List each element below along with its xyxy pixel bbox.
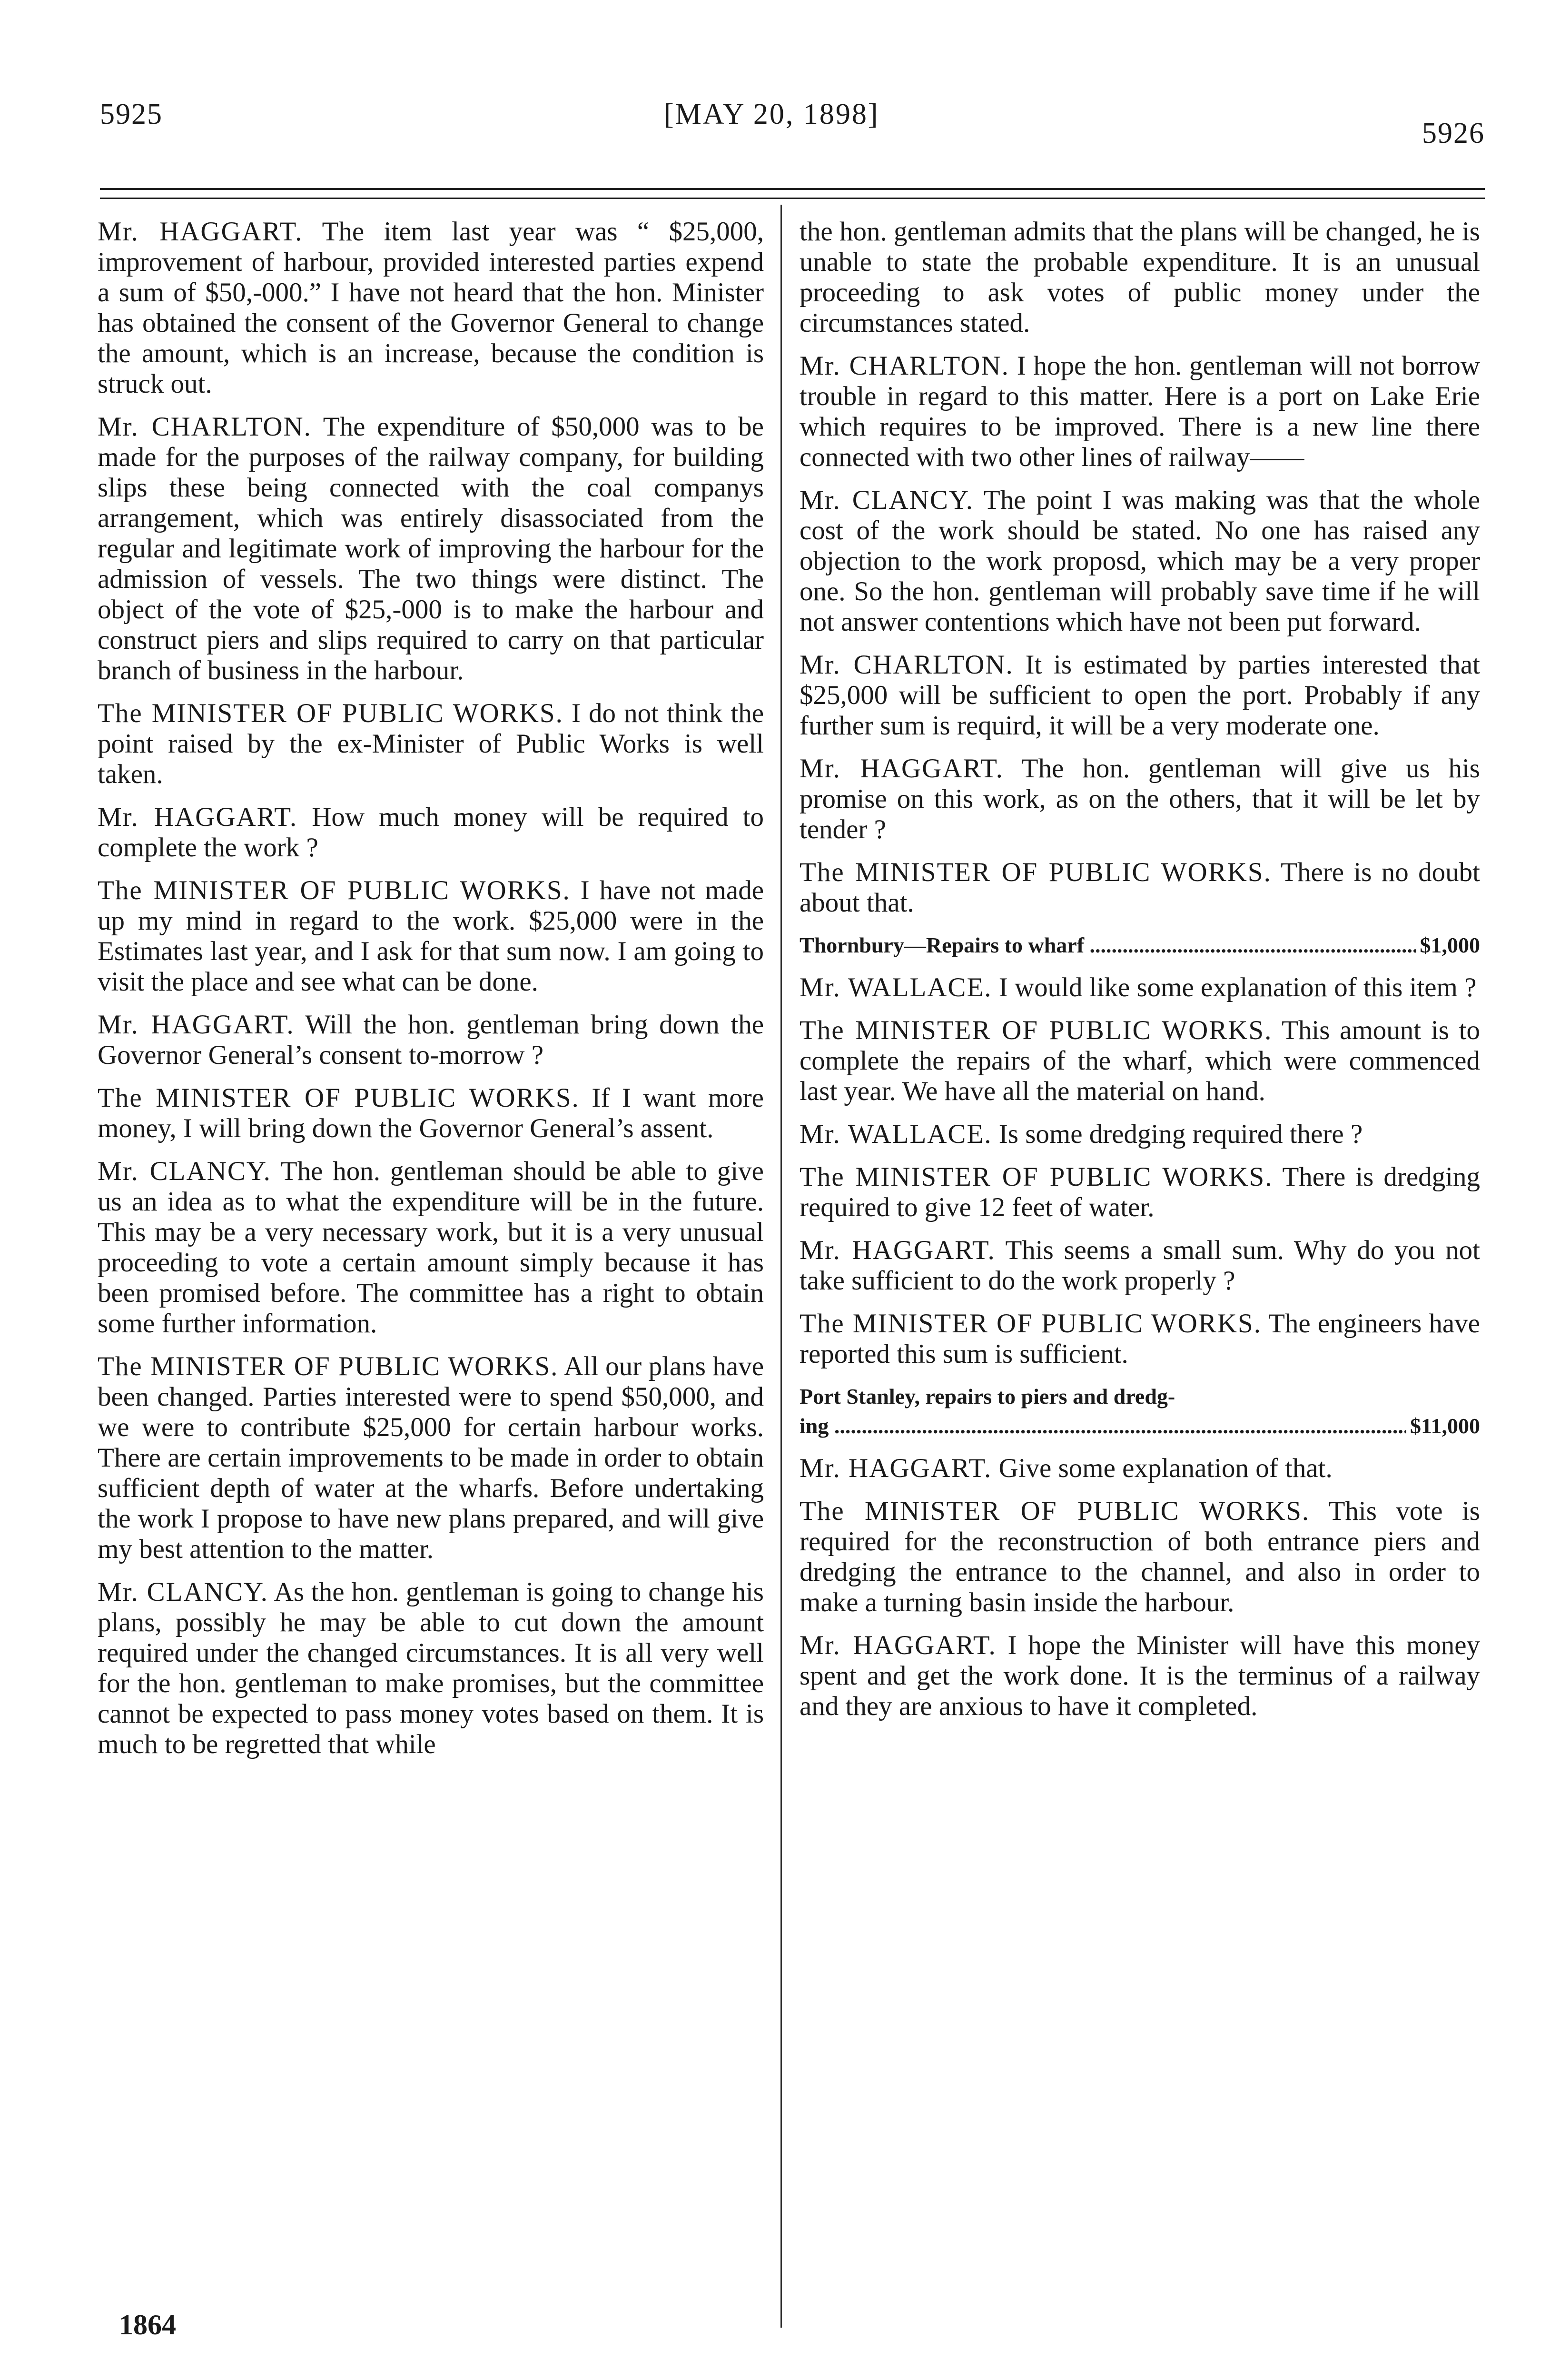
- estimate-item-label-cont: ing .....: [800, 1411, 1406, 1441]
- speech-text: Is some dredging required there ?: [998, 1119, 1363, 1149]
- estimate-item: [800, 931, 1480, 960]
- speaker-name: The MINISTER OF PUBLIC WORKS.: [98, 698, 563, 728]
- speech-text: Will the hon. gentleman bring down the Governor General’s consent to-morrow ?: [98, 1010, 764, 1070]
- header-rule: [100, 188, 1485, 190]
- speaker-name: Mr. HAGGART.: [800, 754, 1004, 783]
- speaker-name: Mr. HAGGART.: [800, 1453, 992, 1483]
- speech-paragraph: [98, 1083, 764, 1144]
- speaker-name: The MINISTER OF PUBLIC WORKS.: [800, 1162, 1273, 1192]
- speech-paragraph: [98, 1010, 764, 1071]
- speaker-name: Mr. CLANCY.: [98, 1577, 268, 1607]
- right-column: [800, 217, 1480, 1734]
- speech-paragraph: [98, 698, 764, 790]
- speech-paragraph: [98, 1577, 764, 1760]
- speech-text: There is dredging required to give 12 feet of water.: [800, 1162, 1480, 1222]
- speech-text: I would like some explanation of this item ?: [998, 972, 1477, 1002]
- column-divider: [780, 205, 782, 2328]
- speech-text: As the hon. gentleman is going to change his plans, possibly he may be able to cut down the amount required under the changed circumstances. It is all very well for the hon. gentleman to make promises, but the committee cannot be expected to pass money votes based on them. It is much to be regretted that while: [98, 1577, 764, 1759]
- speech-text: Give some explanation of that.: [998, 1453, 1333, 1483]
- speech-paragraph: [800, 754, 1480, 845]
- speech-paragraph: [98, 1351, 764, 1565]
- speech-text: The point I was making was that the whole cost of the work should be stated. No one has raised any objection to the work proposd, which may be a very proper one. So the hon. gentleman will probably save time if he will not answer contentions which have not been put forward.: [800, 485, 1480, 637]
- speech-paragraph: [800, 1015, 1480, 1107]
- speaker-name: Mr. HAGGART.: [800, 1235, 996, 1265]
- speech-text: If I want more money, I will bring down the Governor General’s assent.: [98, 1083, 764, 1143]
- speech-text: The hon. gentleman will give us his promise on this work, as on the others, that it will be let by tender ?: [800, 754, 1480, 844]
- speech-paragraph: [98, 875, 764, 997]
- speaker-name: Mr. CLANCY.: [800, 485, 974, 515]
- speech-paragraph: [98, 1156, 764, 1339]
- speech-text: I hope the Minister will have this money spent and get the work done. It is the terminus of a railway and they are anxious to have it completed.: [800, 1630, 1481, 1721]
- speech-text: The engineers have reported this sum is sufficient.: [800, 1309, 1480, 1369]
- speech-text: How much money will be required to complete the work ?: [98, 802, 764, 863]
- speech-paragraph: [800, 1162, 1480, 1223]
- speech-text: There is no doubt about that.: [800, 857, 1480, 918]
- speaker-name: Mr. WALLACE.: [800, 1119, 992, 1149]
- speech-text: This seems a small sum. Why do you not take sufficient to do the work properly ?: [800, 1235, 1480, 1296]
- speaker-name: Mr. CHARLTON.: [98, 412, 312, 442]
- speaker-name: Mr. CHARLTON.: [800, 351, 1009, 381]
- left-column: [98, 217, 764, 1772]
- speech-text: I hope the hon. gentleman will not borrow trouble in regard to this matter. Here is a port on Lake Erie which requires to be improved. There is a new line there connected with two other lines of railway——: [800, 351, 1481, 472]
- signature-mark: 1864: [119, 2309, 176, 2340]
- estimate-item-label: Thornbury—Repairs to wharf .....: [800, 931, 1416, 960]
- speech-paragraph: [98, 802, 764, 863]
- speaker-name: Mr. HAGGART.: [98, 802, 298, 832]
- estimate-item: [800, 1382, 1480, 1441]
- speech-text: I have not made up my mind in regard to the work. $25,000 were in the Estimates last year, and I ask for that sum now. I am going to visit the place and see what can be done.: [98, 875, 764, 997]
- speaker-name: The MINISTER OF PUBLIC WORKS.: [800, 1015, 1273, 1045]
- speaker-name: Mr. CHARLTON.: [800, 650, 1014, 680]
- speech-paragraph: [98, 217, 764, 399]
- speech-text: It is estimated by parties interested that $25,000 will be sufficient to open the port. Probably if any further sum is requird, it will be a very moderate one.: [800, 650, 1480, 741]
- header-rule-double: [100, 198, 1485, 199]
- speech-text: the hon. gentleman admits that the plans will be changed, he is unable to state the probable expenditure. It is an unusual proceeding to ask votes of public money under the circumstances stated.: [800, 217, 1480, 338]
- speaker-name: Mr. CLANCY.: [98, 1156, 271, 1186]
- speech-paragraph: [800, 1630, 1480, 1722]
- speech-text: I do not think the point raised by the ex-Minister of Public Works is well taken.: [98, 698, 764, 789]
- page-date: [MAY 20, 1898]: [664, 98, 879, 130]
- speaker-name: The MINISTER OF PUBLIC WORKS.: [98, 875, 571, 905]
- estimate-item-amount: $1,000: [1420, 933, 1480, 957]
- page-number-left: 5925: [100, 98, 163, 130]
- speaker-name: The MINISTER OF PUBLIC WORKS.: [800, 1309, 1262, 1339]
- estimate-item-amount: $11,000: [1410, 1414, 1480, 1438]
- speech-paragraph: [800, 351, 1480, 473]
- speaker-name: Mr. WALLACE.: [800, 972, 992, 1002]
- speaker-name: The MINISTER OF PUBLIC WORKS.: [98, 1351, 559, 1381]
- estimate-item-label: Port Stanley, repairs to piers and dredg-: [800, 1384, 1175, 1408]
- speech-paragraph: [800, 1496, 1480, 1618]
- speaker-name: Mr. HAGGART.: [98, 217, 303, 247]
- speech-paragraph: [800, 1119, 1480, 1150]
- speech-paragraph: [800, 217, 1480, 338]
- speaker-name: Mr. HAGGART.: [98, 1010, 295, 1040]
- speech-paragraph: [800, 972, 1480, 1003]
- speech-paragraph: [800, 1235, 1480, 1296]
- speech-paragraph: [98, 412, 764, 686]
- speech-paragraph: [800, 1453, 1480, 1484]
- speaker-name: The MINISTER OF PUBLIC WORKS.: [800, 1496, 1310, 1526]
- speech-text: This vote is required for the reconstruction of both entrance piers and dredging the entrance to the channel, and also in order to make a turning basin inside the harbour.: [800, 1496, 1480, 1617]
- speech-text: The item last year was “ $25,000, improvement of harbour, provided interested parties expend a sum of $50,-000.” I have not heard that the hon. Minister has obtained the consent of the Governor General to change the amount, which is an increase, because the condition is struck out.: [98, 217, 764, 399]
- speech-text: The hon. gentleman should be able to give us an idea as to what the expenditure will be in the future. This may be a very necessary work, but it is a very unusual proceeding to vote a certain amount simply because it has been promised before. The committee has a right to obtain some further information.: [98, 1156, 764, 1339]
- speaker-name: The MINISTER OF PUBLIC WORKS.: [800, 857, 1272, 887]
- speaker-name: The MINISTER OF PUBLIC WORKS.: [98, 1083, 580, 1113]
- speech-text: The expenditure of $50,000 was to be made for the purposes of the railway company, for building slips these being connected with the coal companys arrangement, which was entirely disassociated from the regular and legitimate work of improving the harbour for the admission of vessels. The two things were distinct. The object of the vote of $25,-000 is to make the harbour and construct piers and slips required to carry on that particular branch of business in the harbour.: [98, 412, 764, 685]
- speech-paragraph: [800, 1309, 1480, 1369]
- speech-text: All our plans have been changed. Parties interested were to spend $50,000, and we were to contribute $25,000 for certain harbour works. There are certain improvements to be made in order to obtain sufficient depth of water at the wharfs. Before undertaking the work I propose to have new plans prepared, and will give my best attention to the matter.: [98, 1351, 764, 1564]
- speech-paragraph: [800, 485, 1480, 637]
- speaker-name: Mr. HAGGART.: [800, 1630, 997, 1660]
- page-number-right: 5926: [1422, 117, 1485, 149]
- speech-text: This amount is to complete the repairs of the wharf, which were commenced last year. We have all the material on hand.: [800, 1015, 1480, 1106]
- speech-paragraph: [800, 650, 1480, 741]
- speech-paragraph: [800, 857, 1480, 918]
